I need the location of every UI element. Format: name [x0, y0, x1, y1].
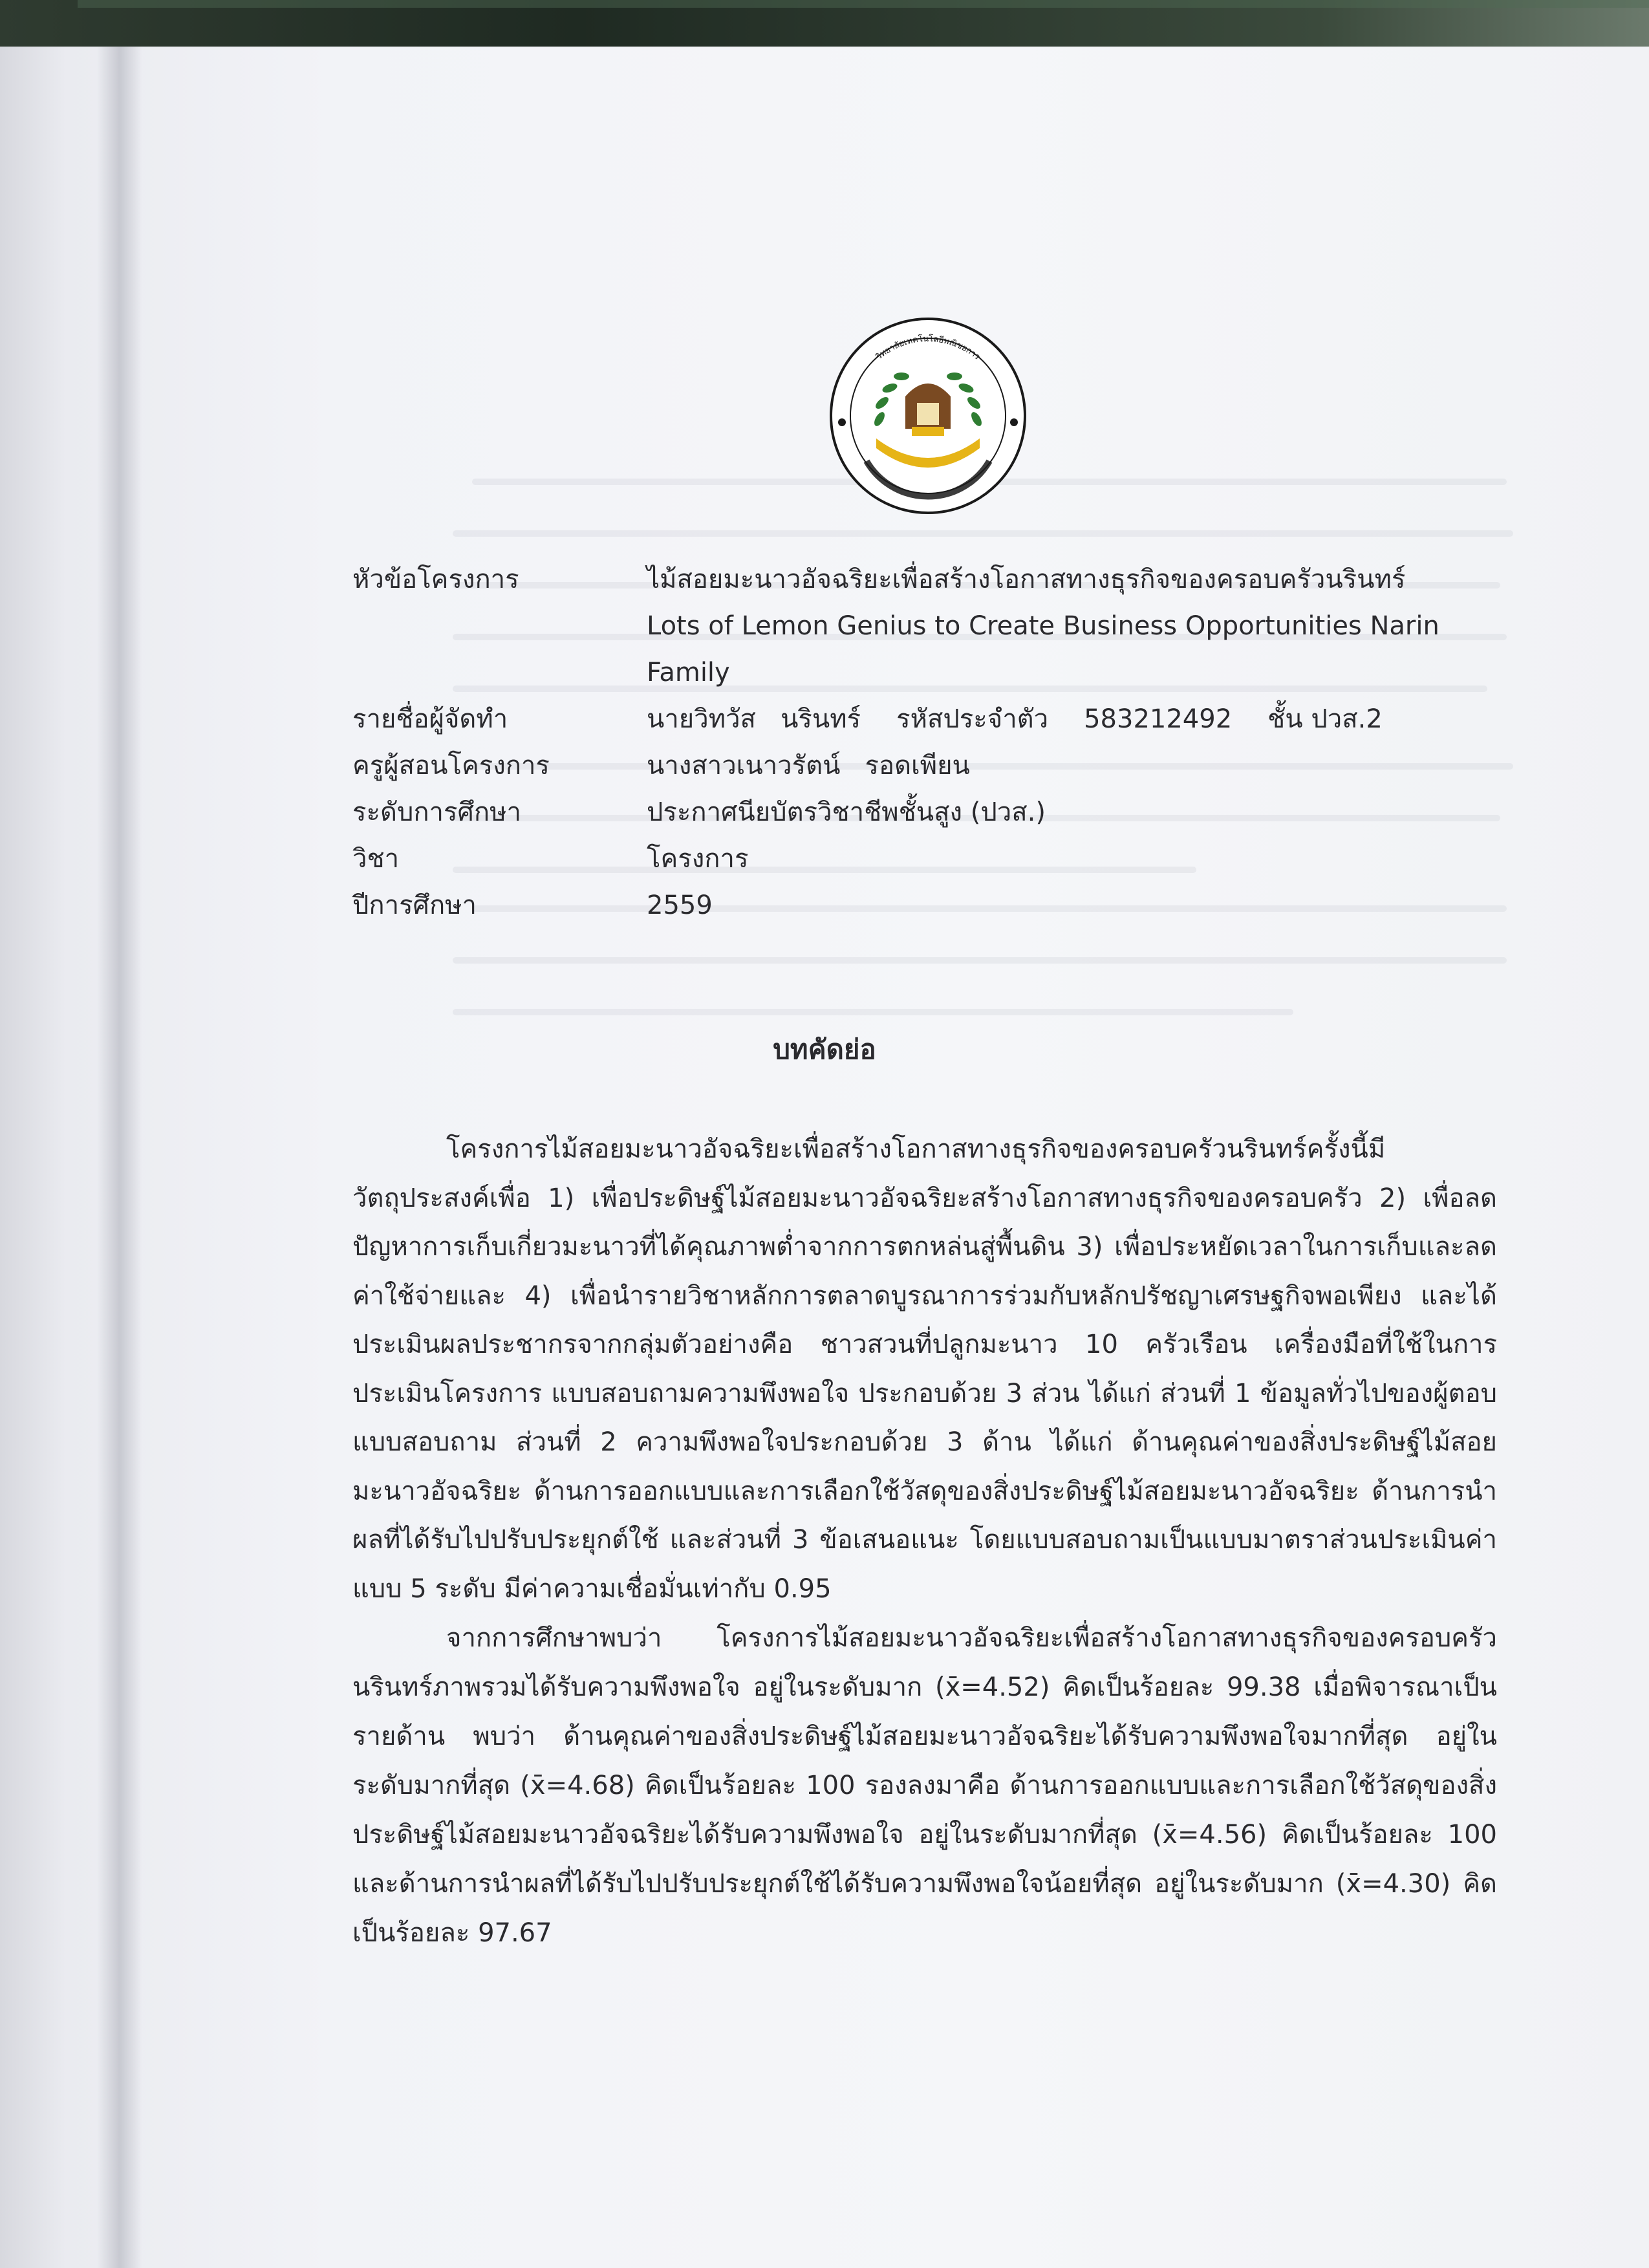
author-value — [647, 696, 1516, 742]
author-name: นายวิทวัส นรินทร์ — [647, 704, 861, 734]
seal-text: วิทยาลัยเทคโนโลยีพณิชยการ — [874, 334, 982, 362]
info-row-teacher — [352, 742, 1516, 789]
abstract-body — [352, 1125, 1497, 1958]
subject-value: โครงการ — [647, 844, 749, 874]
author-label: รายชื่อผู้จัดทำ — [352, 704, 508, 734]
teacher-label: ครูผู้สอนโครงการ — [352, 751, 550, 781]
level-label: ระดับการศึกษา — [352, 797, 521, 827]
level-value: ประกาศนียบัตรวิชาชีพชั้นสูง (ปวส.) — [647, 797, 1046, 827]
info-row-subject — [352, 836, 1516, 882]
info-row-level — [352, 789, 1516, 836]
info-row-title — [352, 556, 1516, 696]
book-edge-highlight — [78, 0, 1649, 8]
college-seal-logo — [828, 316, 1028, 516]
abstract-paragraph-1: โครงการไม้สอยมะนาวอัจฉริยะเพื่อสร้างโอกาสทางธุรกิจของครอบครัวนรินทร์ครั้งนี้มีวัตถุประสงค์เพื่อ 1) เพื่อประดิษฐ์ไม้สอยมะนาวอัจฉริยะสร้างโอกาสทางธุรกิจของครอบครัว 2) เพื่อลดปัญหาการเก็บเกี่ยวมะนาวที่ได้คุณภาพต่ำจากการตกหล่นสู่พื้นดิน 3) เพื่อประหยัดเวลาในการเก็บและลดค่าใช้จ่ายและ 4) เพื่อนำรายวิชาหลักการตลาดบูรณาการร่วมกับหลักปรัชญาเศรษฐกิจพอเพียง และได้ประเมินผลประชากรจากกลุ่มตัวอย่างคือ ชาวสวนที่ปลูกมะนาว 10 ครัวเรือน เครื่องมือที่ใช้ในการประเมินโครงการ แบบสอบถามความพึงพอใจ ประกอบด้วย 3 ส่วน ได้แก่ ส่วนที่ 1 ข้อมูลทั่วไปของผู้ตอบแบบสอบถาม ส่วนที่ 2 ความพึงพอใจประกอบด้วย 3 ด้าน ได้แก่ ด้านคุณค่าของสิ่งประดิษฐ์ไม้สอยมะนาวอัจฉริยะ ด้านการออกแบบและการเลือกใช้วัสดุของสิ่งประดิษฐ์ไม้สอยมะนาวอัจฉริยะ ด้านการนำผลที่ได้รับไปปรับประยุกต์ใช้ และส่วนที่ 3 ข้อเสนอแนะ โดยแบบสอบถามเป็นแบบมาตราส่วนประเมินค่าแบบ 5 ระดับ มีค่าความเชื่อมั่นเท่ากับ 0.95 — [352, 1134, 1497, 1604]
info-row-author — [352, 696, 1516, 742]
abstract-paragraph-2: จากการศึกษาพบว่า โครงการไม้สอยมะนาวอัจฉริยะเพื่อสร้างโอกาสทางธุรกิจของครอบครัวนรินทร์ภาพรวมได้รับความพึงพอใจ อยู่ในระดับมาก (x̄=4.52) คิดเป็นร้อยละ 99.38 เมื่อพิจารณาเป็นรายด้าน พบว่า ด้านคุณค่าของสิ่งประดิษฐ์ไม้สอยมะนาวอัจฉริยะได้รับความพึงพอใจมากที่สุด อยู่ในระดับมากที่สุด (x̄=4.68) คิดเป็นร้อยละ 100 รองลงมาคือ ด้านการออกแบบและการเลือกใช้วัสดุของสิ่งประดิษฐ์ไม้สอยมะนาวอัจฉริยะได้รับความพึงพอใจ อยู่ในระดับมากที่สุด (x̄=4.56) คิดเป็นร้อยละ 100 และด้านการนำผลที่ได้รับไปปรับประยุกต์ใช้ได้รับความพึงพอใจน้อยที่สุด อยู่ในระดับมาก (x̄=4.30) คิดเป็นร้อยละ 97.67 — [352, 1623, 1497, 1948]
author-class: ชั้น ปวส.2 — [1267, 704, 1383, 734]
info-row-year — [352, 882, 1516, 929]
page-gutter-shadow — [97, 47, 142, 2268]
author-id-label: รหัสประจำตัว — [896, 704, 1049, 734]
title-label: หัวข้อโครงการ — [352, 565, 519, 594]
project-info — [352, 556, 1516, 929]
year-label: ปีการศึกษา — [352, 891, 477, 920]
teacher-name: นางสาวเนาวรัตน์ รอดเพียน — [647, 751, 970, 781]
title-english-line-2: Family — [647, 658, 730, 687]
title-thai: ไม้สอยมะนาวอัจฉริยะเพื่อสร้างโอกาสทางธุรกิจของครอบครัวนรินทร์ — [647, 565, 1406, 594]
title-english-line-1: Lots of Lemon Genius to Create Business Opportunities Narin — [647, 611, 1439, 641]
year-value: 2559 — [647, 891, 713, 920]
title-value — [647, 556, 1516, 696]
subject-label: วิชา — [352, 844, 400, 874]
abstract-heading: บทคัดย่อ — [773, 1033, 876, 1065]
author-id: 583212492 — [1084, 704, 1233, 734]
